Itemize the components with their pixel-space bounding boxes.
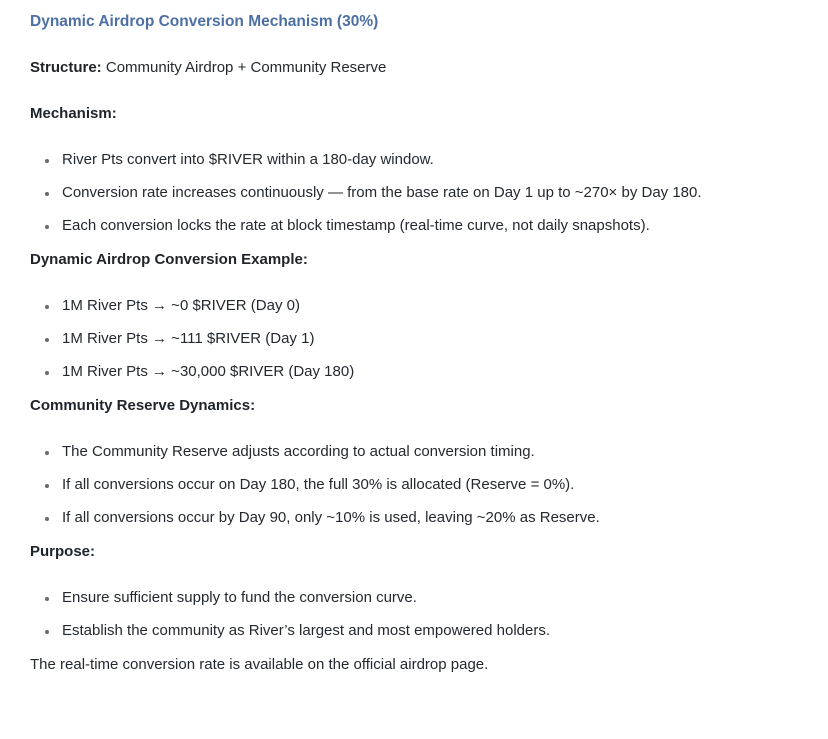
list-item: • If all conversions occur by Day 90, only ~10% is used, leaving ~20% as Reserve.	[59, 507, 794, 528]
page-title: Dynamic Airdrop Conversion Mechanism (30%)	[30, 13, 379, 30]
structure-paragraph	[30, 57, 794, 78]
list-item: • Ensure sufficient supply to fund the conversion curve.	[59, 587, 794, 608]
list-item: • If all conversions occur on Day 180, the full 30% is allocated (Reserve = 0%).	[59, 474, 794, 495]
structure-label: Structure:	[30, 59, 102, 76]
section-heading-mechanism: Mechanism:	[30, 105, 117, 122]
list-item: • The Community Reserve adjusts according to actual conversion timing.	[59, 441, 794, 462]
list-item: • 1M River Pts → ~0 $RIVER (Day 0)	[59, 295, 794, 316]
structure-value: Community Airdrop + Community Reserve	[101, 59, 387, 76]
section-heading-reserve-dynamics: Community Reserve Dynamics:	[30, 397, 256, 414]
list-item: • River Pts convert into $RIVER within a 180-day window.	[59, 149, 794, 170]
example-list	[30, 295, 794, 382]
list-item: • 1M River Pts → ~111 $RIVER (Day 1)	[59, 328, 794, 349]
purpose-list	[30, 587, 794, 641]
closing-paragraph: The real-time conversion rate is available on the official airdrop page.	[30, 656, 489, 673]
section-heading-example: Dynamic Airdrop Conversion Example:	[30, 251, 308, 268]
section-heading-purpose: Purpose:	[30, 543, 96, 560]
reserve-dynamics-list	[30, 441, 794, 528]
list-item: • Establish the community as River’s largest and most empowered holders.	[59, 620, 794, 641]
mechanism-list	[30, 149, 794, 236]
list-item: • 1M River Pts → ~30,000 $RIVER (Day 180)	[59, 361, 794, 382]
list-item: • Each conversion locks the rate at block timestamp (real-time curve, not daily snapshots).	[59, 215, 794, 236]
list-item: • Conversion rate increases continuously — from the base rate on Day 1 up to ~270× by Day 180.	[59, 182, 794, 203]
